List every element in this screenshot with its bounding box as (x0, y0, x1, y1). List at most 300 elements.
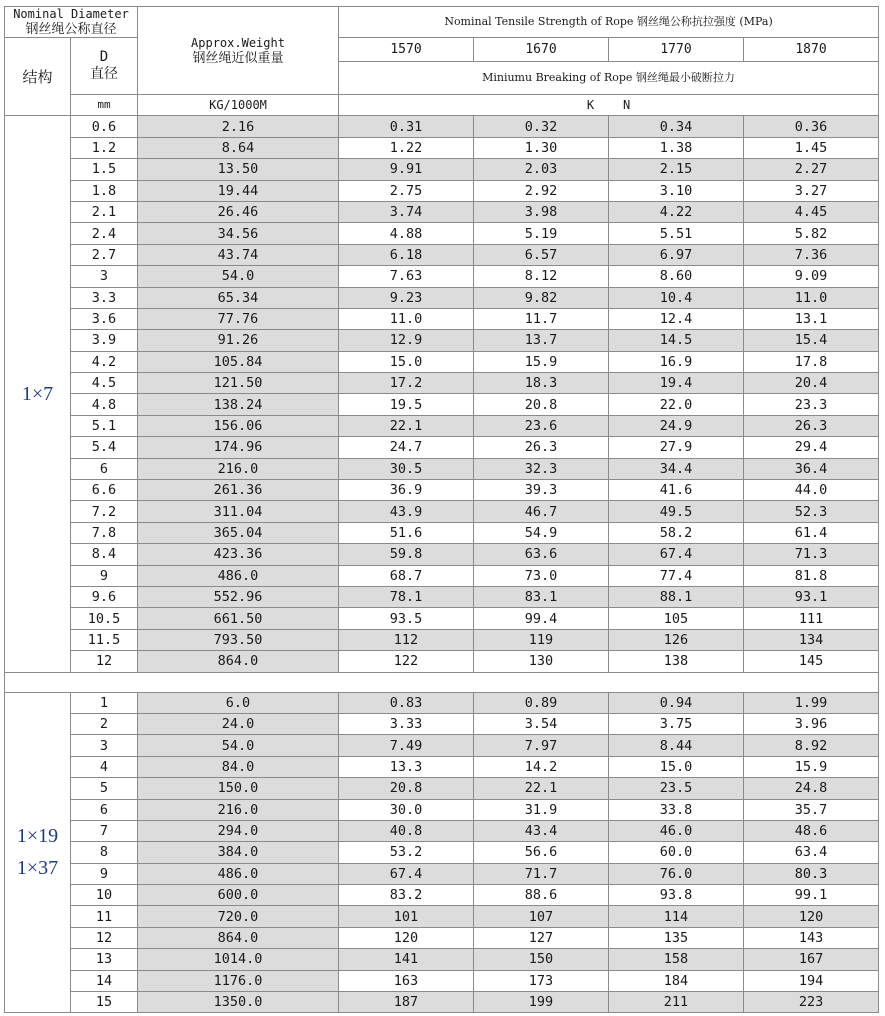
structure-header (5, 38, 71, 116)
force-1770-cell: 0.94 (609, 692, 744, 713)
force-1770-cell: 12.4 (609, 308, 744, 329)
table-row (5, 437, 879, 458)
force-1570-cell: 36.9 (339, 480, 474, 501)
force-1870-cell: 11.0 (744, 287, 879, 308)
force-1570-cell: 83.2 (339, 885, 474, 906)
table-row (5, 244, 879, 265)
table-row (5, 799, 879, 820)
force-1770-cell: 33.8 (609, 799, 744, 820)
table-row (5, 201, 879, 222)
force-1670-cell: 56.6 (474, 842, 609, 863)
force-1770-cell: 41.6 (609, 480, 744, 501)
force-1670-cell: 13.7 (474, 330, 609, 351)
table-row (5, 608, 879, 629)
force-1870-cell: 7.36 (744, 244, 879, 265)
table-row (5, 394, 879, 415)
diameter-cell: 5 (71, 778, 138, 799)
diameter-cell: 12 (71, 651, 138, 672)
force-1570-cell: 43.9 (339, 501, 474, 522)
force-1770-cell: 16.9 (609, 351, 744, 372)
weight-cell: 105.84 (138, 351, 339, 372)
diameter-cell: 4.2 (71, 351, 138, 372)
diameter-cell: 8.4 (71, 544, 138, 565)
diameter-cell: 9 (71, 565, 138, 586)
force-1770-cell: 77.4 (609, 565, 744, 586)
force-1770-cell: 6.97 (609, 244, 744, 265)
force-1570-cell: 78.1 (339, 586, 474, 607)
force-1870-cell: 111 (744, 608, 879, 629)
force-1670-cell: 8.12 (474, 266, 609, 287)
diameter-cell: 4 (71, 756, 138, 777)
force-1870-cell: 29.4 (744, 437, 879, 458)
force-1570-cell: 141 (339, 949, 474, 970)
group-separator-row (5, 672, 879, 692)
diameter-cell: 5.4 (71, 437, 138, 458)
weight-cell: 864.0 (138, 927, 339, 948)
structure-cell (5, 692, 71, 1013)
force-1770-cell: 76.0 (609, 863, 744, 884)
force-1570-cell: 93.5 (339, 608, 474, 629)
force-1770-cell: 2.15 (609, 159, 744, 180)
force-1870-cell: 36.4 (744, 458, 879, 479)
table-row (5, 885, 879, 906)
force-1770-cell: 114 (609, 906, 744, 927)
table-row (5, 820, 879, 841)
force-1770-cell: 58.2 (609, 522, 744, 543)
diameter-cell: 2.4 (71, 223, 138, 244)
table-row (5, 415, 879, 436)
force-1870-cell: 61.4 (744, 522, 879, 543)
table-row (5, 992, 879, 1013)
structure-label: 1×19 (16, 825, 59, 848)
table-row (5, 308, 879, 329)
force-1570-cell: 7.63 (339, 266, 474, 287)
structure-label: 1×37 (16, 857, 59, 880)
table-row (5, 287, 879, 308)
table-row (5, 522, 879, 543)
table-row (5, 927, 879, 948)
force-1570-cell: 101 (339, 906, 474, 927)
weight-cell: 311.04 (138, 501, 339, 522)
table-row (5, 586, 879, 607)
force-1570-cell: 12.9 (339, 330, 474, 351)
weight-cell: 34.56 (138, 223, 339, 244)
table-row (5, 180, 879, 201)
grade-1570: 1570 (339, 38, 474, 62)
force-1670-cell: 0.32 (474, 116, 609, 137)
force-1870-cell: 99.1 (744, 885, 879, 906)
force-1570-cell: 13.3 (339, 756, 474, 777)
diameter-cell: 1.8 (71, 180, 138, 201)
diameter-cell: 3 (71, 266, 138, 287)
force-1670-cell: 9.82 (474, 287, 609, 308)
force-1870-cell: 15.9 (744, 756, 879, 777)
force-1570-cell: 6.18 (339, 244, 474, 265)
force-1870-cell: 24.8 (744, 778, 879, 799)
force-1770-cell: 24.9 (609, 415, 744, 436)
force-1870-cell: 3.96 (744, 713, 879, 734)
weight-cell: 150.0 (138, 778, 339, 799)
weight-cell: 720.0 (138, 906, 339, 927)
force-1670-cell: 3.98 (474, 201, 609, 222)
force-1670-cell: 23.6 (474, 415, 609, 436)
table-row (5, 970, 879, 991)
weight-cell: 1176.0 (138, 970, 339, 991)
force-1670-cell: 0.89 (474, 692, 609, 713)
weight-cell: 8.64 (138, 137, 339, 158)
table-row (5, 756, 879, 777)
table-row (5, 137, 879, 158)
weight-cell: 54.0 (138, 266, 339, 287)
d-label: D (99, 49, 109, 65)
force-1670-cell: 3.54 (474, 713, 609, 734)
weight-cell: 121.50 (138, 373, 339, 394)
table-row (5, 863, 879, 884)
force-1570-cell: 67.4 (339, 863, 474, 884)
force-1570-cell: 30.0 (339, 799, 474, 820)
table-row (5, 713, 879, 734)
force-1670-cell: 99.4 (474, 608, 609, 629)
table-row (5, 266, 879, 287)
force-1770-cell: 19.4 (609, 373, 744, 394)
diameter-cell: 2 (71, 713, 138, 734)
diameter-cell: 9.6 (71, 586, 138, 607)
diameter-cell: 1.5 (71, 159, 138, 180)
force-1670-cell: 130 (474, 651, 609, 672)
table-row (5, 692, 879, 713)
table-row (5, 116, 879, 137)
diameter-cell: 1 (71, 692, 138, 713)
structure-label: 1×7 (21, 382, 54, 405)
weight-cell: 486.0 (138, 863, 339, 884)
d-cn: 直径 (90, 66, 118, 82)
force-1570-cell: 11.0 (339, 308, 474, 329)
structure-cell (5, 116, 71, 672)
weight-cell: 216.0 (138, 458, 339, 479)
weight-cell: 793.50 (138, 629, 339, 650)
force-1770-cell: 3.75 (609, 713, 744, 734)
weight-cell: 13.50 (138, 159, 339, 180)
table-row (5, 651, 879, 672)
weight-cell: 864.0 (138, 651, 339, 672)
weight-cell: 552.96 (138, 586, 339, 607)
force-1670-cell: 107 (474, 906, 609, 927)
force-1770-cell: 138 (609, 651, 744, 672)
force-1770-cell: 0.34 (609, 116, 744, 137)
force-1570-cell: 7.49 (339, 735, 474, 756)
force-1770-cell: 14.5 (609, 330, 744, 351)
force-1870-cell: 1.99 (744, 692, 879, 713)
force-1670-cell: 32.3 (474, 458, 609, 479)
diameter-cell: 0.6 (71, 116, 138, 137)
force-1670-cell: 46.7 (474, 501, 609, 522)
force-1770-cell: 105 (609, 608, 744, 629)
force-1770-cell: 60.0 (609, 842, 744, 863)
force-1670-cell: 20.8 (474, 394, 609, 415)
force-1870-cell: 167 (744, 949, 879, 970)
diameter-cell: 7.8 (71, 522, 138, 543)
force-1770-cell: 211 (609, 992, 744, 1013)
diameter-cell: 3.9 (71, 330, 138, 351)
force-1770-cell: 184 (609, 970, 744, 991)
approx-weight-header (138, 7, 339, 95)
force-1570-cell: 0.31 (339, 116, 474, 137)
force-1670-cell: 1.30 (474, 137, 609, 158)
force-1870-cell: 134 (744, 629, 879, 650)
table-row (5, 565, 879, 586)
force-1770-cell: 88.1 (609, 586, 744, 607)
table-row (5, 480, 879, 501)
wire-rope-spec-table (4, 6, 879, 1013)
diameter-cell: 3.3 (71, 287, 138, 308)
force-1770-cell: 8.60 (609, 266, 744, 287)
force-1770-cell: 8.44 (609, 735, 744, 756)
force-1870-cell: 48.6 (744, 820, 879, 841)
diameter-cell: 10.5 (71, 608, 138, 629)
force-1870-cell: 93.1 (744, 586, 879, 607)
force-1670-cell: 31.9 (474, 799, 609, 820)
force-1770-cell: 3.10 (609, 180, 744, 201)
force-1570-cell: 122 (339, 651, 474, 672)
table-row (5, 735, 879, 756)
approx-weight-en: Approx.Weight (191, 35, 285, 50)
force-1570-cell: 40.8 (339, 820, 474, 841)
force-1770-cell: 5.51 (609, 223, 744, 244)
force-1870-cell: 35.7 (744, 799, 879, 820)
weight-cell: 54.0 (138, 735, 339, 756)
force-1570-cell: 3.33 (339, 713, 474, 734)
structure-label: 结构 (22, 67, 53, 86)
force-1570-cell: 15.0 (339, 351, 474, 372)
force-1670-cell: 199 (474, 992, 609, 1013)
force-1770-cell: 10.4 (609, 287, 744, 308)
weight-cell: 1350.0 (138, 992, 339, 1013)
force-1670-cell: 22.1 (474, 778, 609, 799)
force-1870-cell: 4.45 (744, 201, 879, 222)
weight-cell: 384.0 (138, 842, 339, 863)
force-1870-cell: 20.4 (744, 373, 879, 394)
diameter-cell: 8 (71, 842, 138, 863)
table-row (5, 842, 879, 863)
rope-spec-table-container (4, 6, 879, 1013)
diameter-cell: 12 (71, 927, 138, 948)
force-1570-cell: 22.1 (339, 415, 474, 436)
force-1670-cell: 83.1 (474, 586, 609, 607)
weight-cell: 26.46 (138, 201, 339, 222)
table-row (5, 544, 879, 565)
diameter-cell: 11 (71, 906, 138, 927)
weight-cell: 216.0 (138, 799, 339, 820)
d-header (71, 38, 138, 95)
force-1870-cell: 44.0 (744, 480, 879, 501)
table-row (5, 778, 879, 799)
force-1670-cell: 71.7 (474, 863, 609, 884)
force-1870-cell: 81.8 (744, 565, 879, 586)
weight-cell: 600.0 (138, 885, 339, 906)
diameter-cell: 6.6 (71, 480, 138, 501)
force-1670-cell: 63.6 (474, 544, 609, 565)
force-1670-cell: 150 (474, 949, 609, 970)
weight-cell: 365.04 (138, 522, 339, 543)
force-1670-cell: 11.7 (474, 308, 609, 329)
force-1770-cell: 158 (609, 949, 744, 970)
force-1570-cell: 163 (339, 970, 474, 991)
table-row (5, 159, 879, 180)
force-1770-cell: 27.9 (609, 437, 744, 458)
diameter-cell: 7.2 (71, 501, 138, 522)
force-1770-cell: 93.8 (609, 885, 744, 906)
force-1570-cell: 1.22 (339, 137, 474, 158)
table-row (5, 458, 879, 479)
diameter-cell: 6 (71, 458, 138, 479)
force-1570-cell: 68.7 (339, 565, 474, 586)
grade-1870: 1870 (744, 38, 879, 62)
unit-mm: mm (71, 95, 138, 116)
table-row (5, 501, 879, 522)
force-1670-cell: 73.0 (474, 565, 609, 586)
force-1870-cell: 194 (744, 970, 879, 991)
diameter-cell: 3 (71, 735, 138, 756)
nominal-diameter-cn: 钢丝绳公称直径 (25, 22, 117, 37)
weight-cell: 156.06 (138, 415, 339, 436)
force-1870-cell: 223 (744, 992, 879, 1013)
force-1570-cell: 17.2 (339, 373, 474, 394)
force-1770-cell: 46.0 (609, 820, 744, 841)
table-row (5, 629, 879, 650)
diameter-cell: 10 (71, 885, 138, 906)
force-1770-cell: 22.0 (609, 394, 744, 415)
force-1570-cell: 51.6 (339, 522, 474, 543)
diameter-cell: 2.1 (71, 201, 138, 222)
force-1870-cell: 143 (744, 927, 879, 948)
weight-cell: 138.24 (138, 394, 339, 415)
force-1770-cell: 4.22 (609, 201, 744, 222)
force-1570-cell: 19.5 (339, 394, 474, 415)
force-1670-cell: 2.03 (474, 159, 609, 180)
nominal-diameter-en: Nominal Diameter (13, 7, 129, 21)
force-1670-cell: 26.3 (474, 437, 609, 458)
weight-cell: 6.0 (138, 692, 339, 713)
weight-cell: 261.36 (138, 480, 339, 501)
force-1770-cell: 1.38 (609, 137, 744, 158)
diameter-cell: 1.2 (71, 137, 138, 158)
weight-cell: 1014.0 (138, 949, 339, 970)
force-1570-cell: 30.5 (339, 458, 474, 479)
force-1570-cell: 9.91 (339, 159, 474, 180)
diameter-cell: 4.5 (71, 373, 138, 394)
diameter-cell: 15 (71, 992, 138, 1013)
diameter-cell: 11.5 (71, 629, 138, 650)
breaking-force-title: Miniumu Breaking of Rope 钢丝绳最小破断拉力 (339, 62, 879, 95)
force-1870-cell: 5.82 (744, 223, 879, 244)
force-1570-cell: 20.8 (339, 778, 474, 799)
force-1870-cell: 17.8 (744, 351, 879, 372)
force-1670-cell: 14.2 (474, 756, 609, 777)
force-1670-cell: 54.9 (474, 522, 609, 543)
force-1870-cell: 63.4 (744, 842, 879, 863)
diameter-cell: 6 (71, 799, 138, 820)
weight-cell: 661.50 (138, 608, 339, 629)
weight-cell: 24.0 (138, 713, 339, 734)
weight-cell: 486.0 (138, 565, 339, 586)
force-1570-cell: 24.7 (339, 437, 474, 458)
force-1670-cell: 119 (474, 629, 609, 650)
diameter-cell: 14 (71, 970, 138, 991)
weight-cell: 43.74 (138, 244, 339, 265)
force-1570-cell: 0.83 (339, 692, 474, 713)
force-1870-cell: 3.27 (744, 180, 879, 201)
weight-cell: 65.34 (138, 287, 339, 308)
force-1870-cell: 71.3 (744, 544, 879, 565)
table-row (5, 351, 879, 372)
nominal-diameter-header (5, 7, 138, 38)
table-row (5, 906, 879, 927)
weight-cell: 2.16 (138, 116, 339, 137)
unit-force: K N (339, 95, 879, 116)
table-row (5, 373, 879, 394)
force-1770-cell: 135 (609, 927, 744, 948)
force-1870-cell: 9.09 (744, 266, 879, 287)
unit-weight: KG/1000M (138, 95, 339, 116)
weight-cell: 294.0 (138, 820, 339, 841)
diameter-cell: 7 (71, 820, 138, 841)
force-1670-cell: 18.3 (474, 373, 609, 394)
force-1570-cell: 187 (339, 992, 474, 1013)
group-separator (5, 672, 879, 692)
force-1770-cell: 23.5 (609, 778, 744, 799)
force-1670-cell: 7.97 (474, 735, 609, 756)
force-1770-cell: 67.4 (609, 544, 744, 565)
table-row (5, 949, 879, 970)
force-1570-cell: 59.8 (339, 544, 474, 565)
weight-cell: 77.76 (138, 308, 339, 329)
force-1570-cell: 3.74 (339, 201, 474, 222)
force-1870-cell: 0.36 (744, 116, 879, 137)
force-1670-cell: 6.57 (474, 244, 609, 265)
table-body (5, 7, 879, 1013)
diameter-cell: 9 (71, 863, 138, 884)
force-1870-cell: 80.3 (744, 863, 879, 884)
force-1670-cell: 15.9 (474, 351, 609, 372)
force-1870-cell: 15.4 (744, 330, 879, 351)
force-1870-cell: 23.3 (744, 394, 879, 415)
weight-cell: 91.26 (138, 330, 339, 351)
diameter-cell: 13 (71, 949, 138, 970)
diameter-cell: 3.6 (71, 308, 138, 329)
force-1570-cell: 9.23 (339, 287, 474, 308)
force-1670-cell: 5.19 (474, 223, 609, 244)
grade-1670: 1670 (474, 38, 609, 62)
force-1670-cell: 127 (474, 927, 609, 948)
force-1870-cell: 145 (744, 651, 879, 672)
force-1670-cell: 88.6 (474, 885, 609, 906)
force-1570-cell: 4.88 (339, 223, 474, 244)
weight-cell: 19.44 (138, 180, 339, 201)
weight-cell: 84.0 (138, 756, 339, 777)
force-1770-cell: 126 (609, 629, 744, 650)
force-1870-cell: 26.3 (744, 415, 879, 436)
force-1570-cell: 2.75 (339, 180, 474, 201)
approx-weight-cn: 钢丝绳近似重量 (192, 50, 284, 66)
force-1770-cell: 49.5 (609, 501, 744, 522)
grade-1770: 1770 (609, 38, 744, 62)
force-1870-cell: 1.45 (744, 137, 879, 158)
force-1870-cell: 13.1 (744, 308, 879, 329)
force-1770-cell: 34.4 (609, 458, 744, 479)
force-1570-cell: 112 (339, 629, 474, 650)
force-1570-cell: 53.2 (339, 842, 474, 863)
diameter-cell: 2.7 (71, 244, 138, 265)
